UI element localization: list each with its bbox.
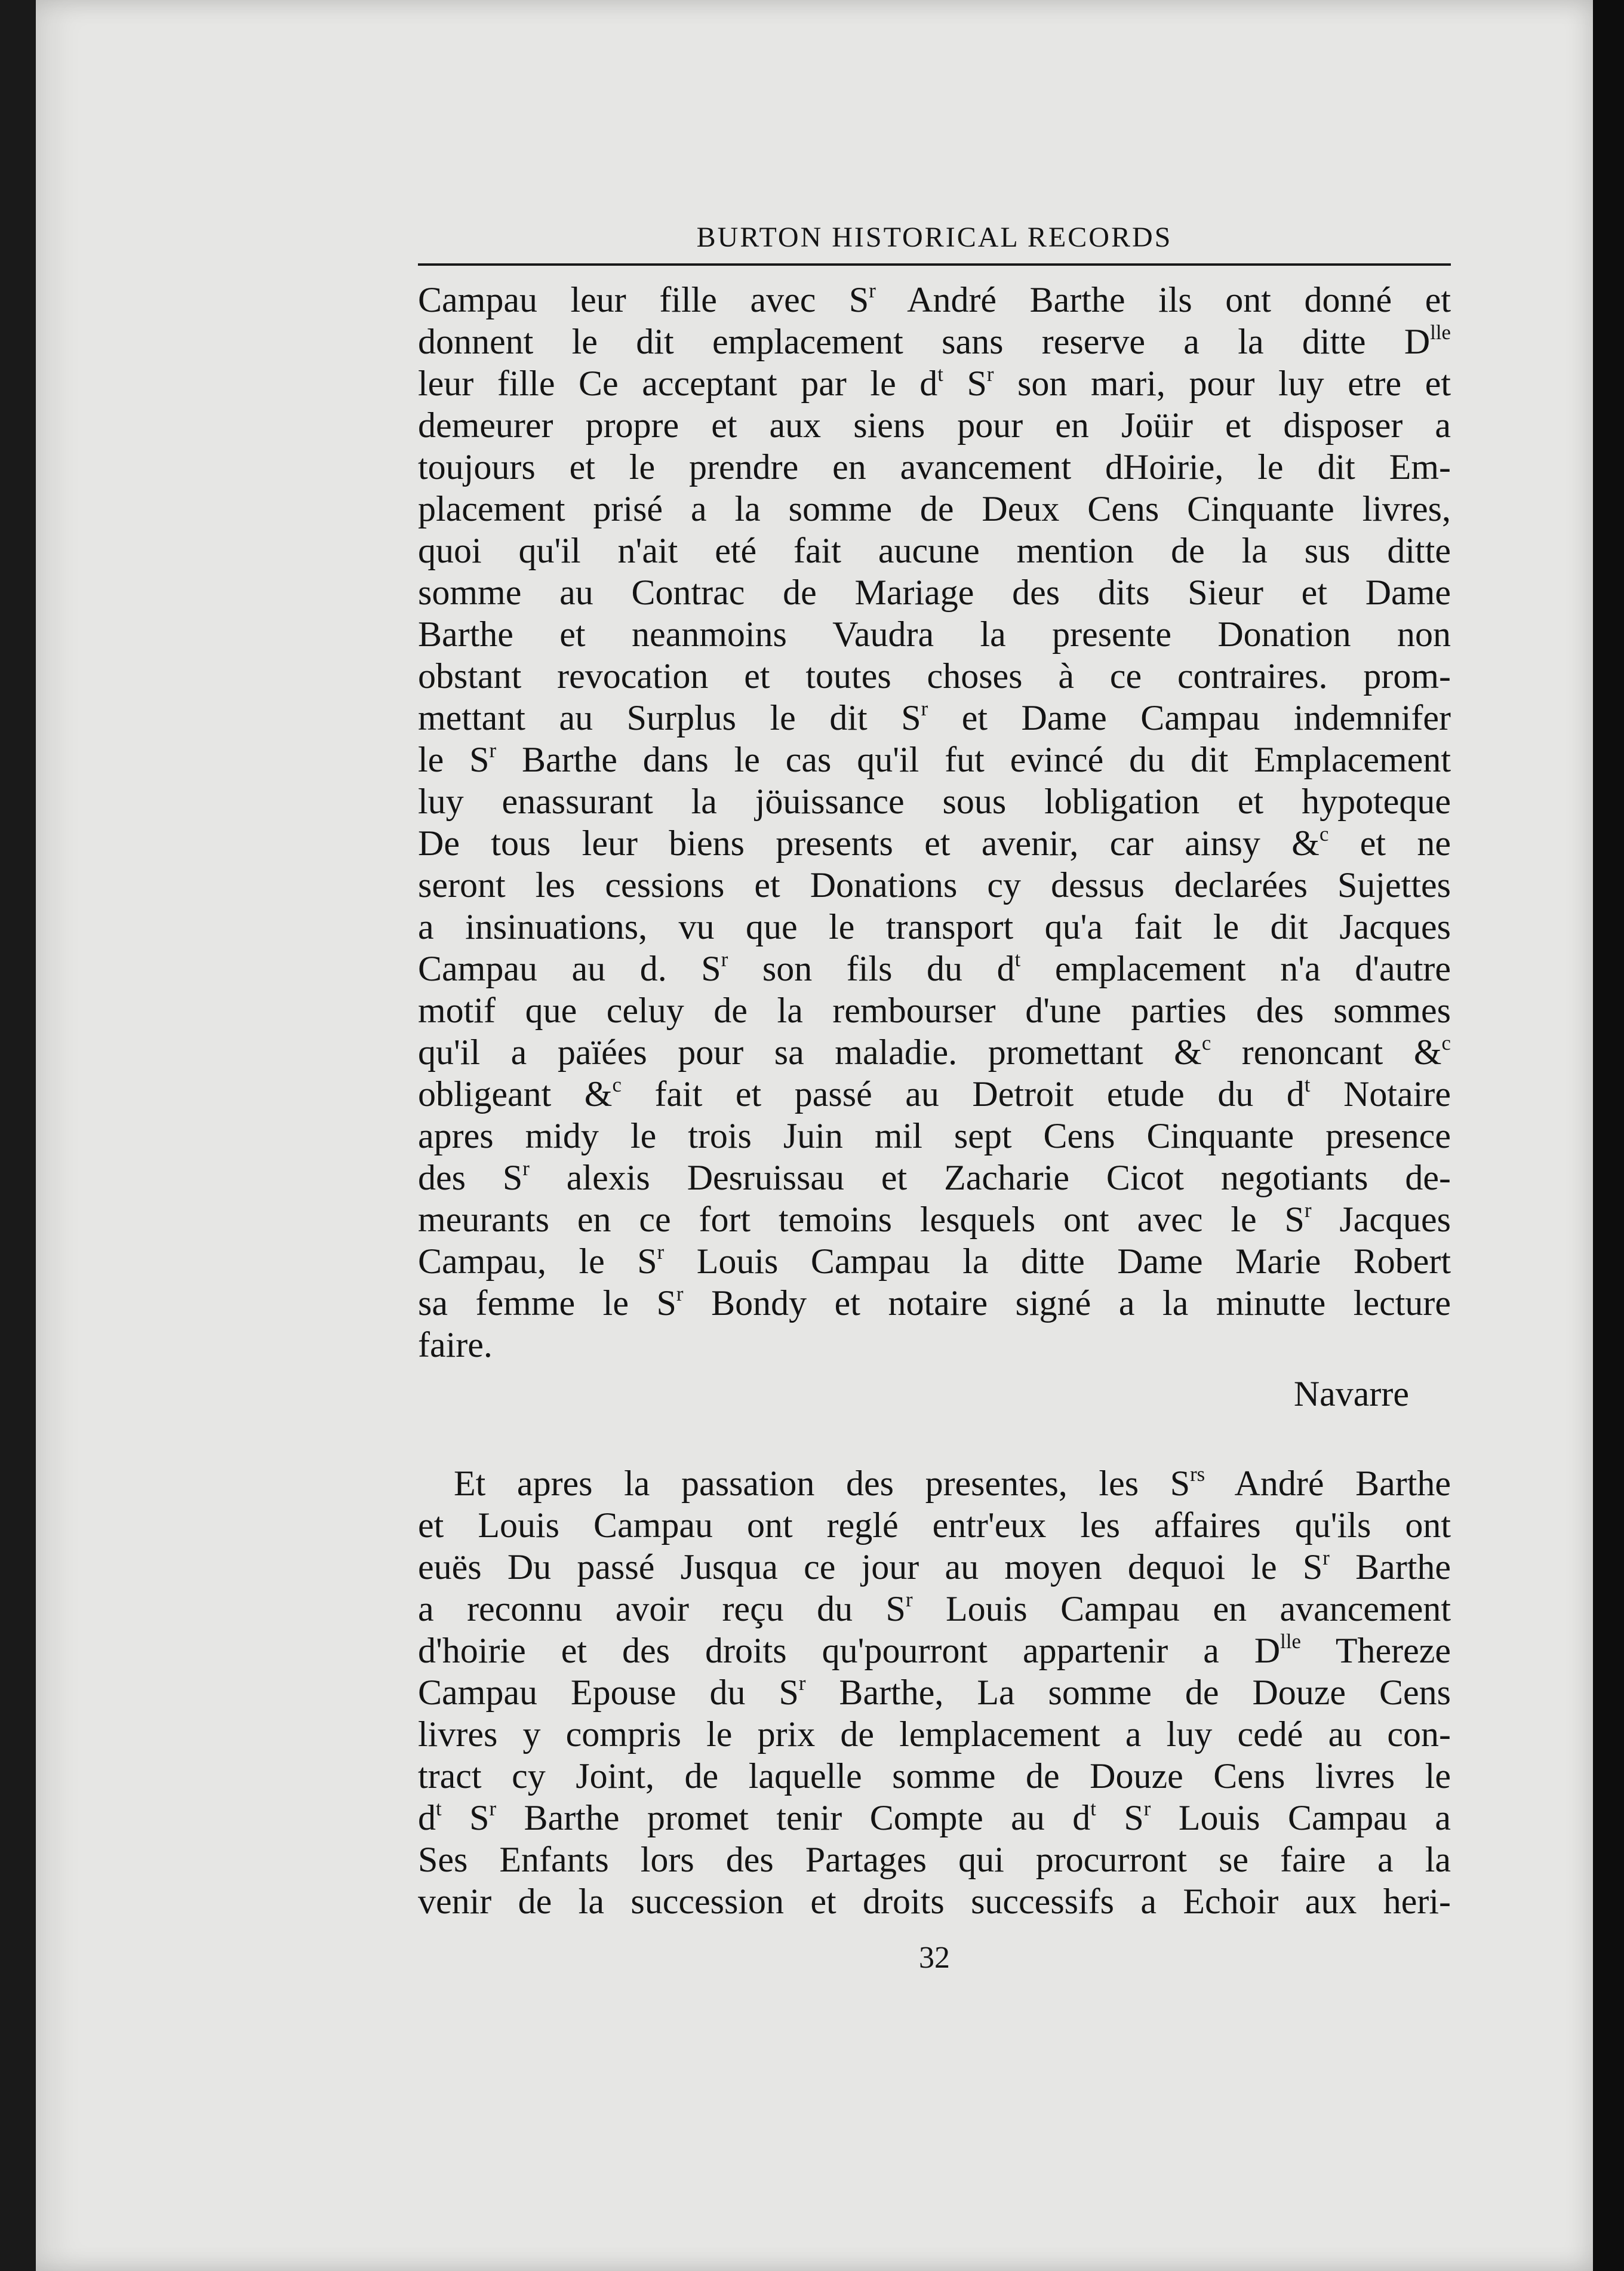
text-line: Campau leur fille avec $S^r$ André Barthe ils ont donné et	[418, 279, 1451, 319]
text-line: De tous leur biens presents et avenir, car ainsy &$^c$ et ne	[418, 822, 1451, 863]
scan-edge	[1593, 0, 1624, 2271]
text-line: qu'il a païées pour sa maladie. promettant &$^c$ renoncant &$^c$	[418, 1031, 1451, 1072]
text-line: livres y compris le prix de lemplacement a luy cedé au con-	[418, 1714, 1451, 1754]
text-line: donnent le dit emplacement sans reserve a la ditte $D^{lle}$	[418, 321, 1451, 361]
text-line: toujours et le prendre en avancement dHoirie, le dit Em-	[418, 447, 1451, 487]
text-line: seront les cessions et Donations cy dessus declarées Sujettes	[418, 865, 1451, 905]
text-line: Barthe et neanmoins Vaudra la presente Donation non	[418, 614, 1451, 654]
text-line: Campau Epouse du $S^r$ Barthe, La somme de Douze Cens	[418, 1671, 1451, 1712]
text-line: apres midy le trois Juin mil sept Cens Cinquante presence	[418, 1116, 1451, 1156]
text-line: d'hoirie et des droits qu'pourront appartenir a $D^{lle}$ Thereze	[418, 1630, 1451, 1670]
text-line: placement prisé a la somme de Deux Cens Cinquante livres,	[418, 489, 1451, 528]
text-line: somme au Contrac de Mariage des dits Sieur et Dame	[418, 573, 1451, 612]
text-line: euës Du passé Jusqua ce jour au moyen dequoi le $S^r$ Barthe	[418, 1546, 1451, 1587]
paragraph-1	[418, 279, 1451, 1366]
text-line: Et apres la passation des presentes, les $S^{rs}$ André Barthe	[454, 1462, 1451, 1503]
text-line: a insinuations, vu que le transport qu'a fait le dit Jacques	[418, 907, 1451, 946]
running-head: BURTON HISTORICAL RECORDS	[696, 222, 1173, 253]
header-rule	[418, 263, 1451, 266]
text-line: leur fille Ce acceptant par le $d^t$ $S^r$ son mari, pour luy etre et	[418, 362, 1451, 403]
text-line: obstant revocation et toutes choses à ce contraires. prom-	[418, 656, 1451, 696]
text-line: quoi qu'il n'ait eté fait aucune mention de la sus ditte	[418, 531, 1451, 570]
text-line: sa femme le $S^r$ Bondy et notaire signé a la minutte lecture	[418, 1282, 1451, 1323]
document-page	[418, 221, 1451, 1975]
text-line: motif que celuy de la rembourser d'une parties des sommes	[418, 991, 1451, 1030]
text-line: et Louis Campau ont reglé entr'eux les affaires qu'ils ont	[418, 1505, 1451, 1545]
text-line: demeurer propre et aux siens pour en Joüir et disposer a	[418, 405, 1451, 445]
paragraph-2	[418, 1462, 1451, 1922]
text-line: faire.	[418, 1325, 493, 1365]
signature: Navarre	[1293, 1374, 1409, 1413]
text-line: Ses Enfants lors des Partages qui procurront se faire a la	[418, 1840, 1451, 1879]
text-line: luy enassurant la jöuissance sous lobligation et hypoteque	[418, 782, 1451, 821]
text-line: venir de la succession et droits successifs a Echoir aux heri-	[418, 1882, 1451, 1921]
text-line: obligeant &$^c$ fait et passé au Detroit etude du $d^t$ Notaire	[418, 1073, 1451, 1114]
text-line: Campau, le $S^r$ Louis Campau la ditte Dame Marie Robert	[418, 1240, 1451, 1281]
text-line: meurants en ce fort temoins lesquels ont avec le $S^r$ Jacques	[418, 1199, 1451, 1239]
text-line: tract cy Joint, de laquelle somme de Douze Cens livres le	[418, 1756, 1451, 1796]
text-line: des $S^r$ alexis Desruissau et Zacharie Cicot negotiants de-	[418, 1157, 1451, 1197]
text-line: a reconnu avoir reçu du $S^r$ Louis Campau en avancement	[418, 1588, 1451, 1628]
text-line: mettant au Surplus le dit $S^r$ et Dame Campau indemnifer	[418, 697, 1451, 737]
text-line: Campau au d. $S^r$ son fils du $d^t$ emplacement n'a d'autre	[418, 948, 1451, 988]
page-number: 32	[919, 1941, 950, 1975]
text-line: le $S^r$ Barthe dans le cas qu'il fut evincé du dit Emplacement	[418, 739, 1451, 779]
text-line: $d^t$ $S^r$ Barthe promet tenir Compte au $d^t$ $S^r$ Louis Campau a	[418, 1797, 1451, 1837]
